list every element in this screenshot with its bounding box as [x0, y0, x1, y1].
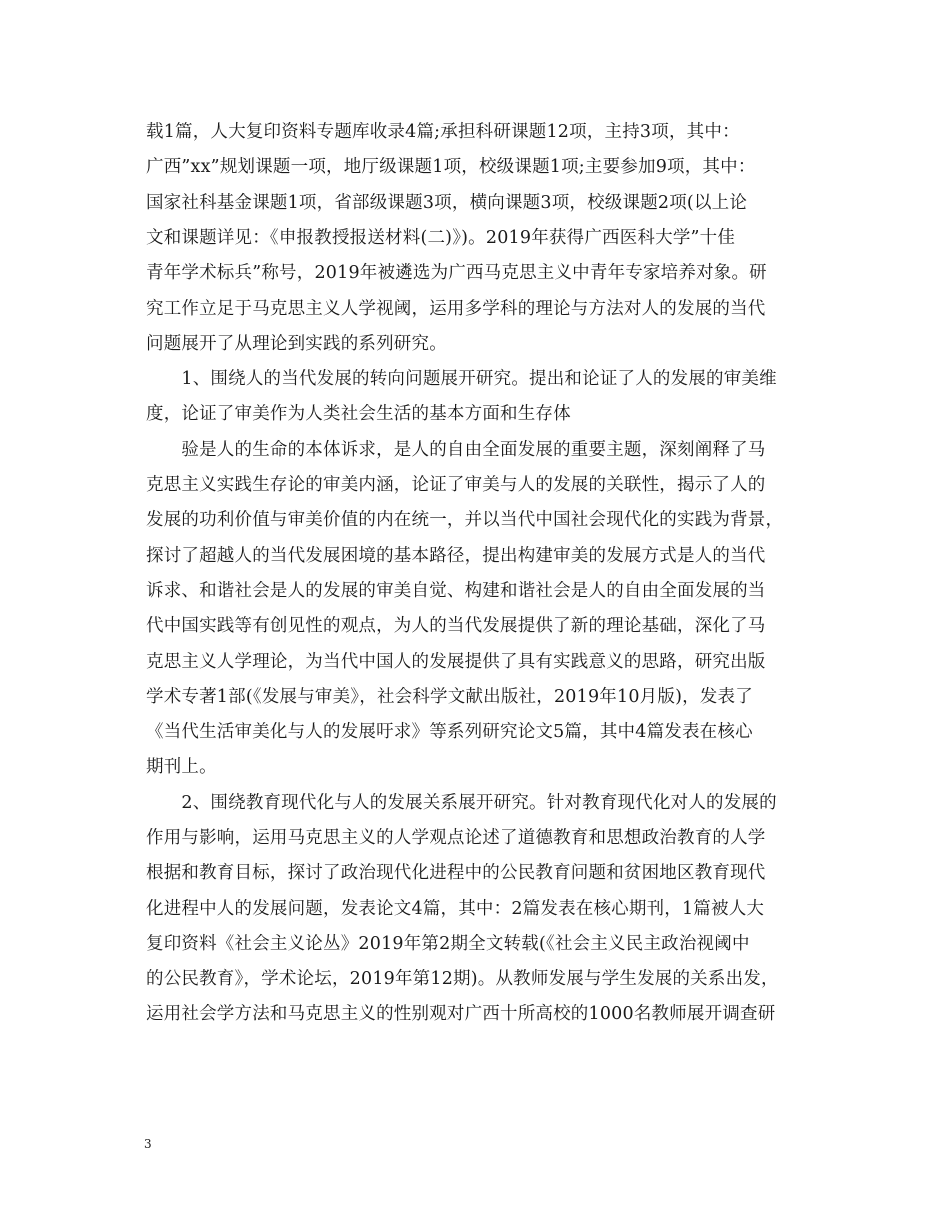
- text-line: 化进程中人的发展问题，发表论文4篇，其中：2篇发表在核心期刊，1篇被人大: [146, 899, 765, 919]
- text-line: 探讨了超越人的当代发展困境的基本路径，提出构建审美的发展方式是人的当代: [146, 546, 766, 566]
- text-line: 克思主义实践生存论的审美内涵，论证了审美与人的发展的关联性，揭示了人的: [146, 475, 766, 495]
- text-line: 发展的功利价值与审美价值的内在统一，并以当代中国社会现代化的实践为背景，: [146, 510, 784, 530]
- text-line: 国家社科基金课题1项，省部级课题3项，横向课题3项，校级课题2项(以上论: [146, 193, 748, 213]
- text-line: 诉求、和谐社会是人的发展的审美自觉、构建和谐社会是人的自由全面发展的当: [146, 581, 766, 601]
- text-line: 青年学术标兵”称号，2019年被遴选为广西马克思主义中青年专家培养对象。研: [146, 263, 767, 283]
- text-line: 载1篇，人大复印资料专题库收录4篇;承担科研课题12项，主持3项，其中：: [146, 122, 740, 142]
- text-line: 问题展开了从理论到实践的系列研究。: [146, 334, 447, 354]
- text-line: 运用社会学方法和马克思主义的性别观对广西十所高校的1000名教师展开调查研: [146, 1004, 776, 1024]
- text-line: 期刊上。: [146, 757, 217, 777]
- text-line: 1、围绕人的当代发展的转向问题展开研究。提出和论证了人的发展的审美维: [146, 369, 777, 389]
- text-line: 验是人的生命的本体诉求，是人的自由全面发展的重要主题，深刻阐释了马: [146, 440, 766, 460]
- text-line: 复印资料《社会主义论丛》2019年第2期全文转载(《社会主义民主政治视阈中: [146, 934, 750, 954]
- text-line: 代中国实践等有创见性的观点，为人的当代发展提供了新的理论基础，深化了马: [146, 616, 766, 636]
- text-line: 究工作立足于马克思主义人学视阈，运用多学科的理论与方法对人的发展的当代: [146, 299, 766, 319]
- text-line: 学术专著1部(《发展与审美》，社会科学文献出版社，2019年10月版)，发表了: [146, 687, 753, 707]
- text-line: 度，论证了审美作为人类社会生活的基本方面和生存体: [146, 404, 571, 424]
- text-line: 克思主义人学理论，为当代中国人的发展提供了具有实践意义的思路，研究出版: [146, 652, 766, 672]
- text-line: 2、围绕教育现代化与人的发展关系展开研究。针对教育现代化对人的发展的: [146, 793, 777, 813]
- text-line: 根据和教育目标，探讨了政治现代化进程中的公民教育问题和贫困地区教育现代: [146, 863, 766, 883]
- text-line: 的公民教育》，学术论坛，2019年第12期)。从教师发展与学生发展的关系出发，: [146, 969, 779, 989]
- page-number: 3: [144, 1137, 152, 1151]
- text-line: 作用与影响，运用马克思主义的人学观点论述了道德教育和思想政治教育的人学: [146, 828, 766, 848]
- text-line: 《当代生活审美化与人的发展吁求》等系列研究论文5篇，其中4篇发表在核心: [146, 722, 753, 742]
- text-line: 文和课题详见：《申报教授报送材料(二)》)。2019年获得广西医科大学”十佳: [146, 228, 736, 248]
- text-line: 广西”xx”规划课题一项，地厅级课题1项，校级课题1项;主要参加9项，其中：: [146, 157, 756, 177]
